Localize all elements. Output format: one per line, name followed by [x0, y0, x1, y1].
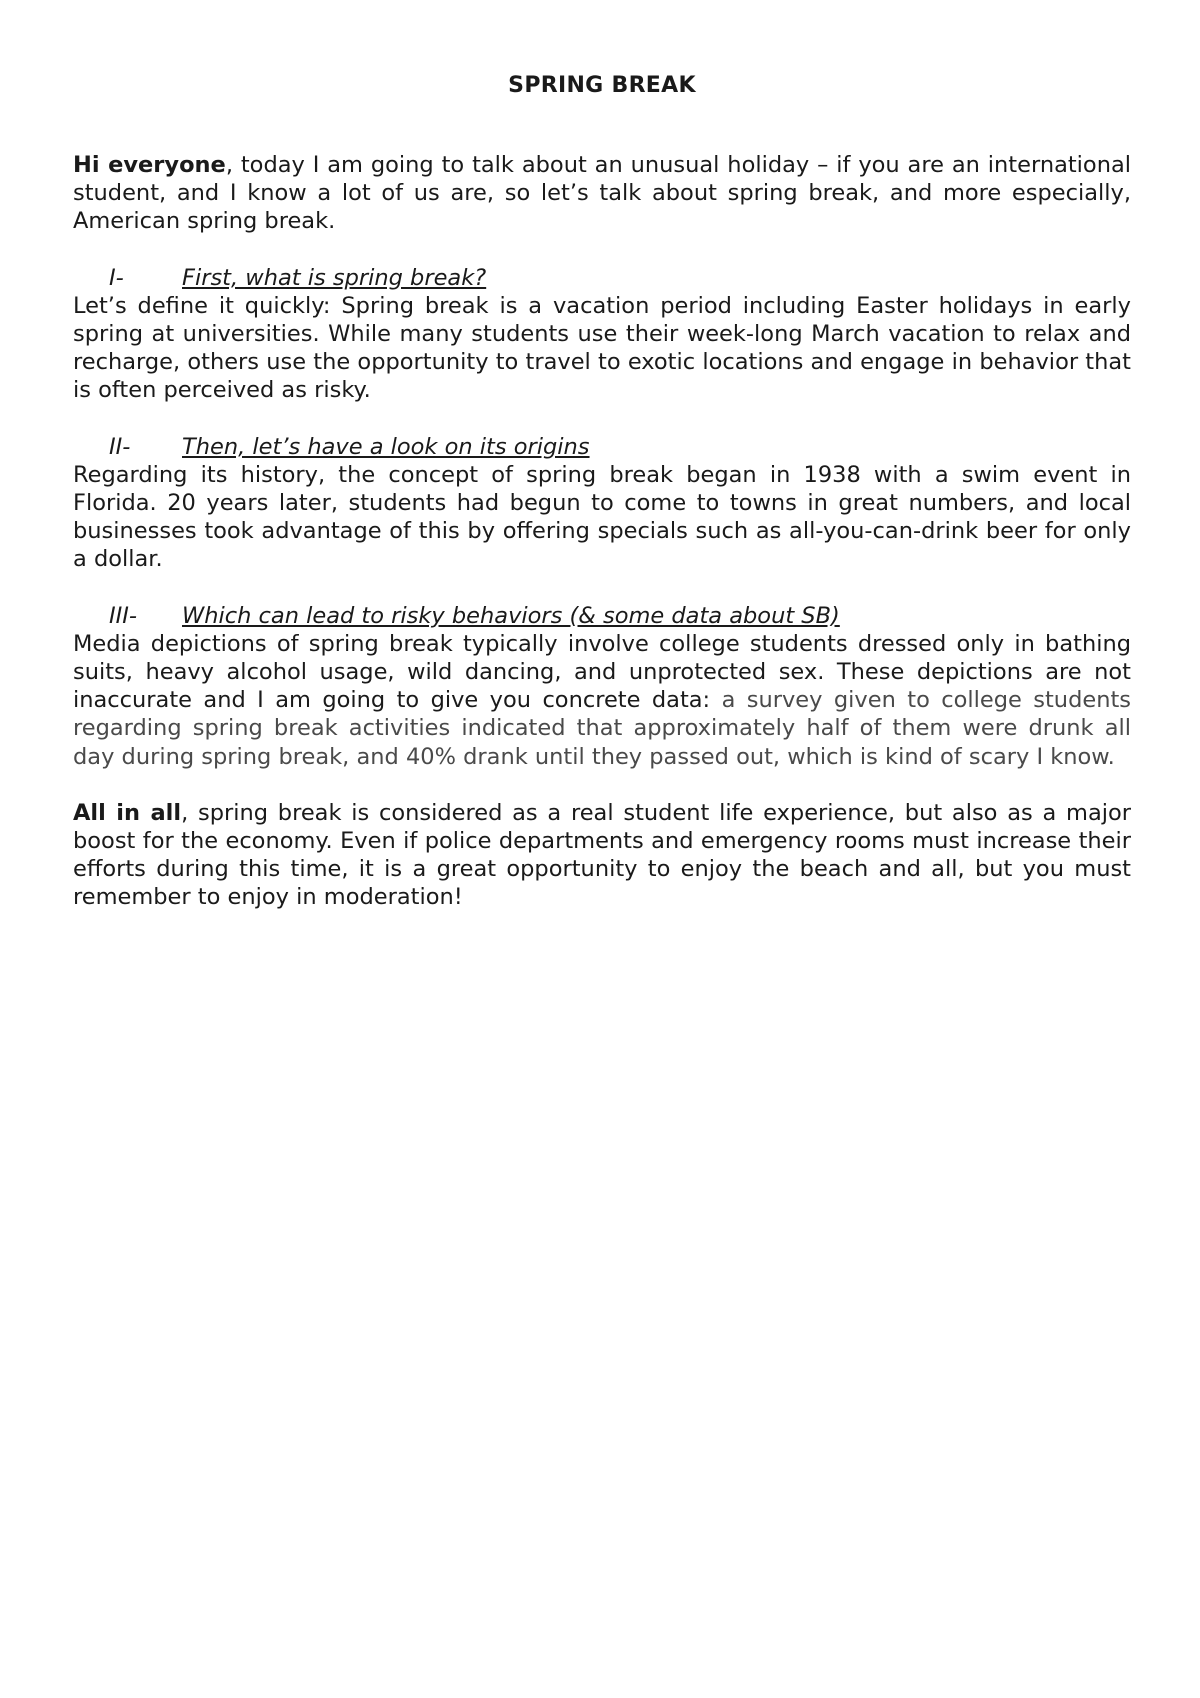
survey-data-text: a survey given to college students regarding spring break activities indicated that approximately half of them were drunk all day during spring break, and 40% drank until they passed out, which is kind of scary I know.	[73, 687, 1132, 770]
section-heading-text: Which can lead to risky behaviors (& some data about SB)	[182, 602, 840, 629]
conclusion-text: , spring break is considered as a real student life experience, but also as a major boost for the economy. Even if police departments and emergency rooms must increase their efforts during this time, it is a great opportunity to enjoy the beach and all, but you must remember to enjoy in moderation!	[73, 799, 1131, 911]
section-body: Let’s define it quickly: Spring break is a vacation period including Easter holidays in early spring at universities. While many students use their week-long March vacation to relax and recharge, others use the opportunity to travel to exotic locations and engage in behavior that is often perceived as risky.	[73, 292, 1131, 404]
intro-bold-text: Hi everyone	[73, 152, 226, 178]
section-number: I-	[109, 264, 124, 291]
section-number: III-	[109, 602, 138, 629]
section-heading	[73, 602, 1131, 630]
section-body-text: Media depictions of spring break typically involve college students dressed only in bathing suits, heavy alcohol usage, wild dancing, and unprotected sex. These depictions are not inaccurate and I am going to give you concrete data:	[73, 630, 1131, 714]
conclusion-bold-text: All in all	[73, 799, 182, 826]
section-3	[73, 602, 1131, 771]
section-body	[73, 630, 1131, 771]
section-heading	[73, 264, 1131, 292]
conclusion-paragraph	[73, 799, 1131, 912]
section-heading	[73, 433, 1131, 461]
section-body: Regarding its history, the concept of spring break began in 1938 with a swim event in Florida. 20 years later, students had begun to come to towns in great numbers, and local businesses took advantage of this by offering specials such as all-you-can-drink beer for only a dollar.	[73, 461, 1131, 573]
section-number: II-	[109, 433, 131, 460]
document-title: SPRING BREAK	[508, 73, 696, 98]
section-heading-text: Then, let’s have a look on its origins	[182, 433, 590, 460]
section-1	[73, 264, 1131, 405]
document-page	[73, 66, 1131, 940]
intro-paragraph	[73, 151, 1131, 236]
section-heading-text: First, what is spring break?	[182, 264, 487, 291]
section-2	[73, 433, 1131, 574]
intro-text: , today I am going to talk about an unusual holiday – if you are an international student, and I know a lot of us are, so let’s talk about spring break, and more especially, American spring break.	[73, 152, 1132, 235]
